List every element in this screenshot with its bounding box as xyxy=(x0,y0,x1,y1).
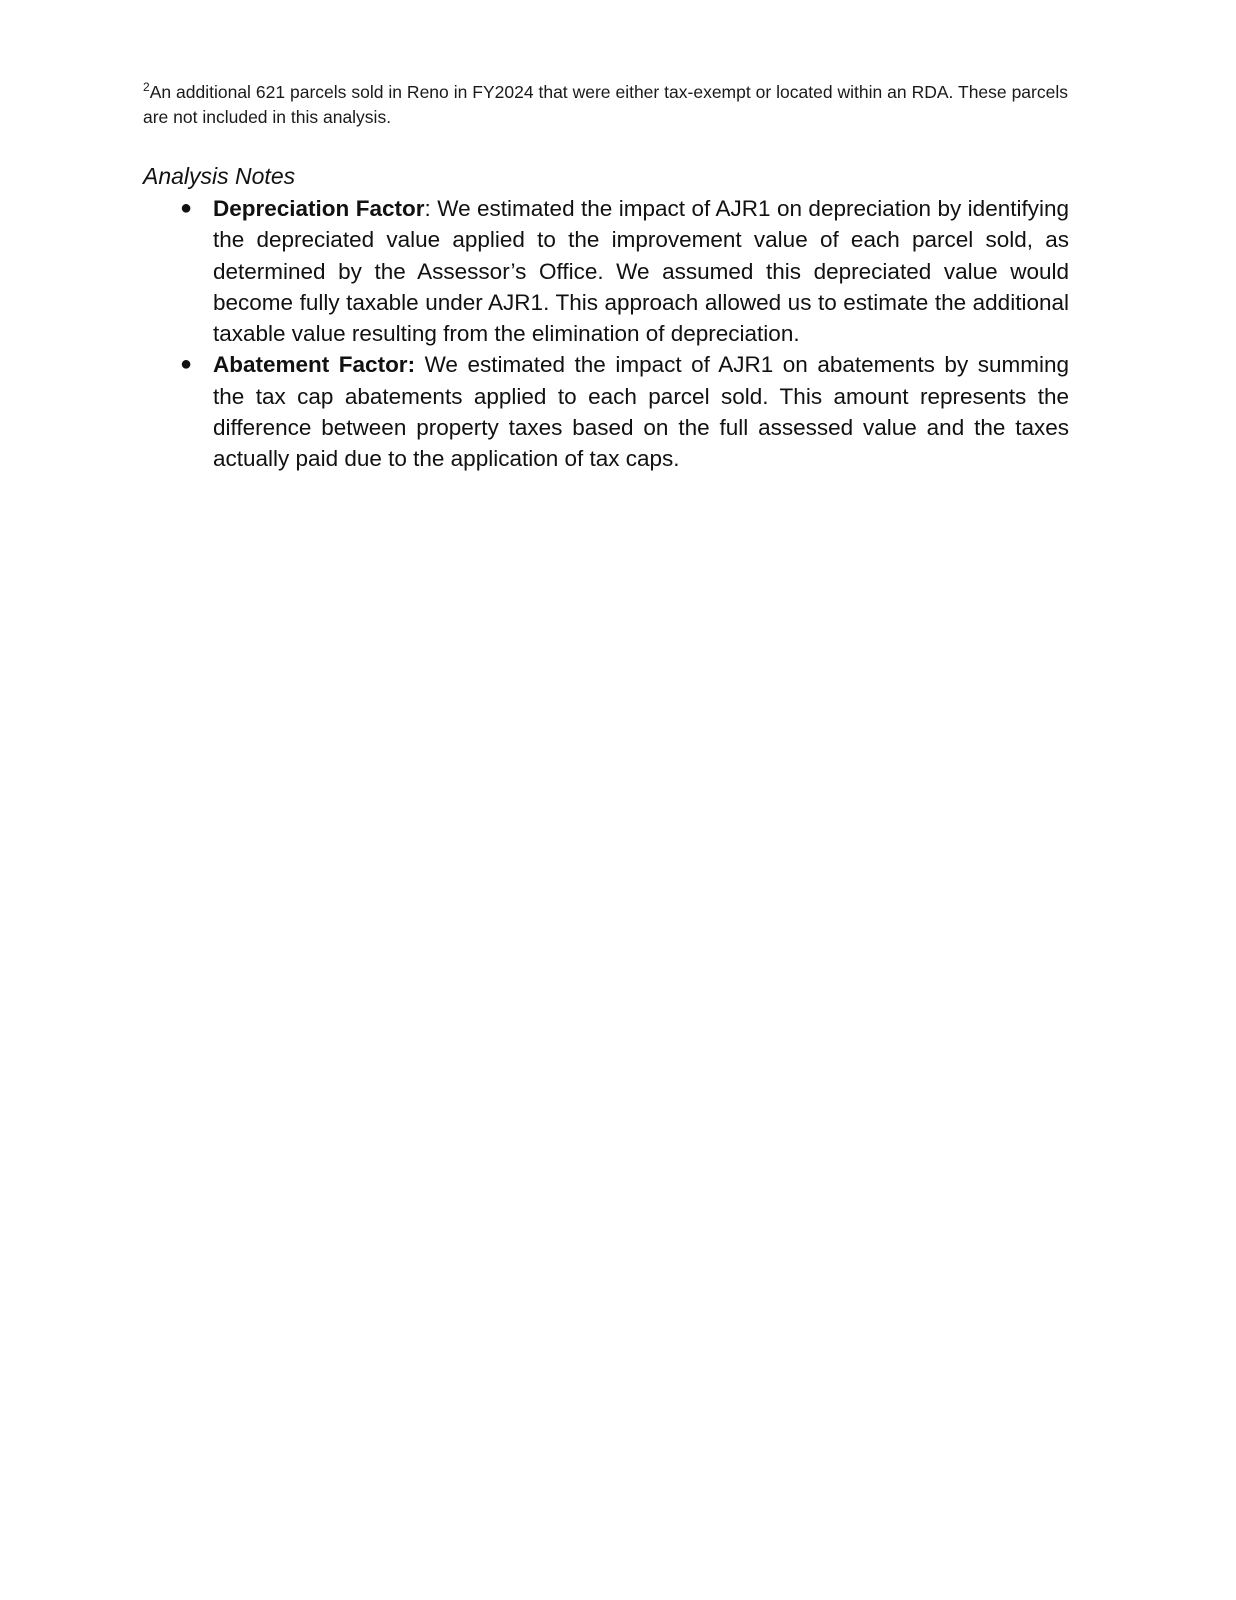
note-text: We estimated the impact of AJR1 on depreciation by identifying the depreciated value applied to the improvement value of each parcel sold, as determined by the Assessor’s Office. We assumed this depreciated value would become fully taxable under AJR1. This approach allowed us to estimate the additional taxable value resulting from the elimination of depreciation. xyxy=(213,196,1069,347)
note-item-depreciation xyxy=(143,193,1069,349)
note-separator: : xyxy=(424,196,431,221)
note-text: We estimated the impact of AJR1 on abatements by summing the tax cap abatements applied to each parcel sold. This amount represents the difference between property taxes based on the full assessed value and the taxes actually paid due to the application of tax caps. xyxy=(213,352,1069,472)
analysis-notes-list xyxy=(143,193,1069,475)
footnote-text: An additional 621 parcels sold in Reno in FY2024 that were either tax-exempt or located within an RDA. These parcels are not included in this analysis. xyxy=(143,82,1068,127)
note-item-abatement xyxy=(143,349,1069,474)
analysis-notes-heading: Analysis Notes xyxy=(143,163,296,189)
bullet-icon: ● xyxy=(180,353,193,376)
note-term: Depreciation Factor xyxy=(213,196,425,221)
footnote xyxy=(143,80,1068,130)
bullet-icon: ● xyxy=(180,197,193,219)
note-term: Abatement Factor: xyxy=(213,352,416,378)
footnote-marker: 2 xyxy=(143,80,150,94)
